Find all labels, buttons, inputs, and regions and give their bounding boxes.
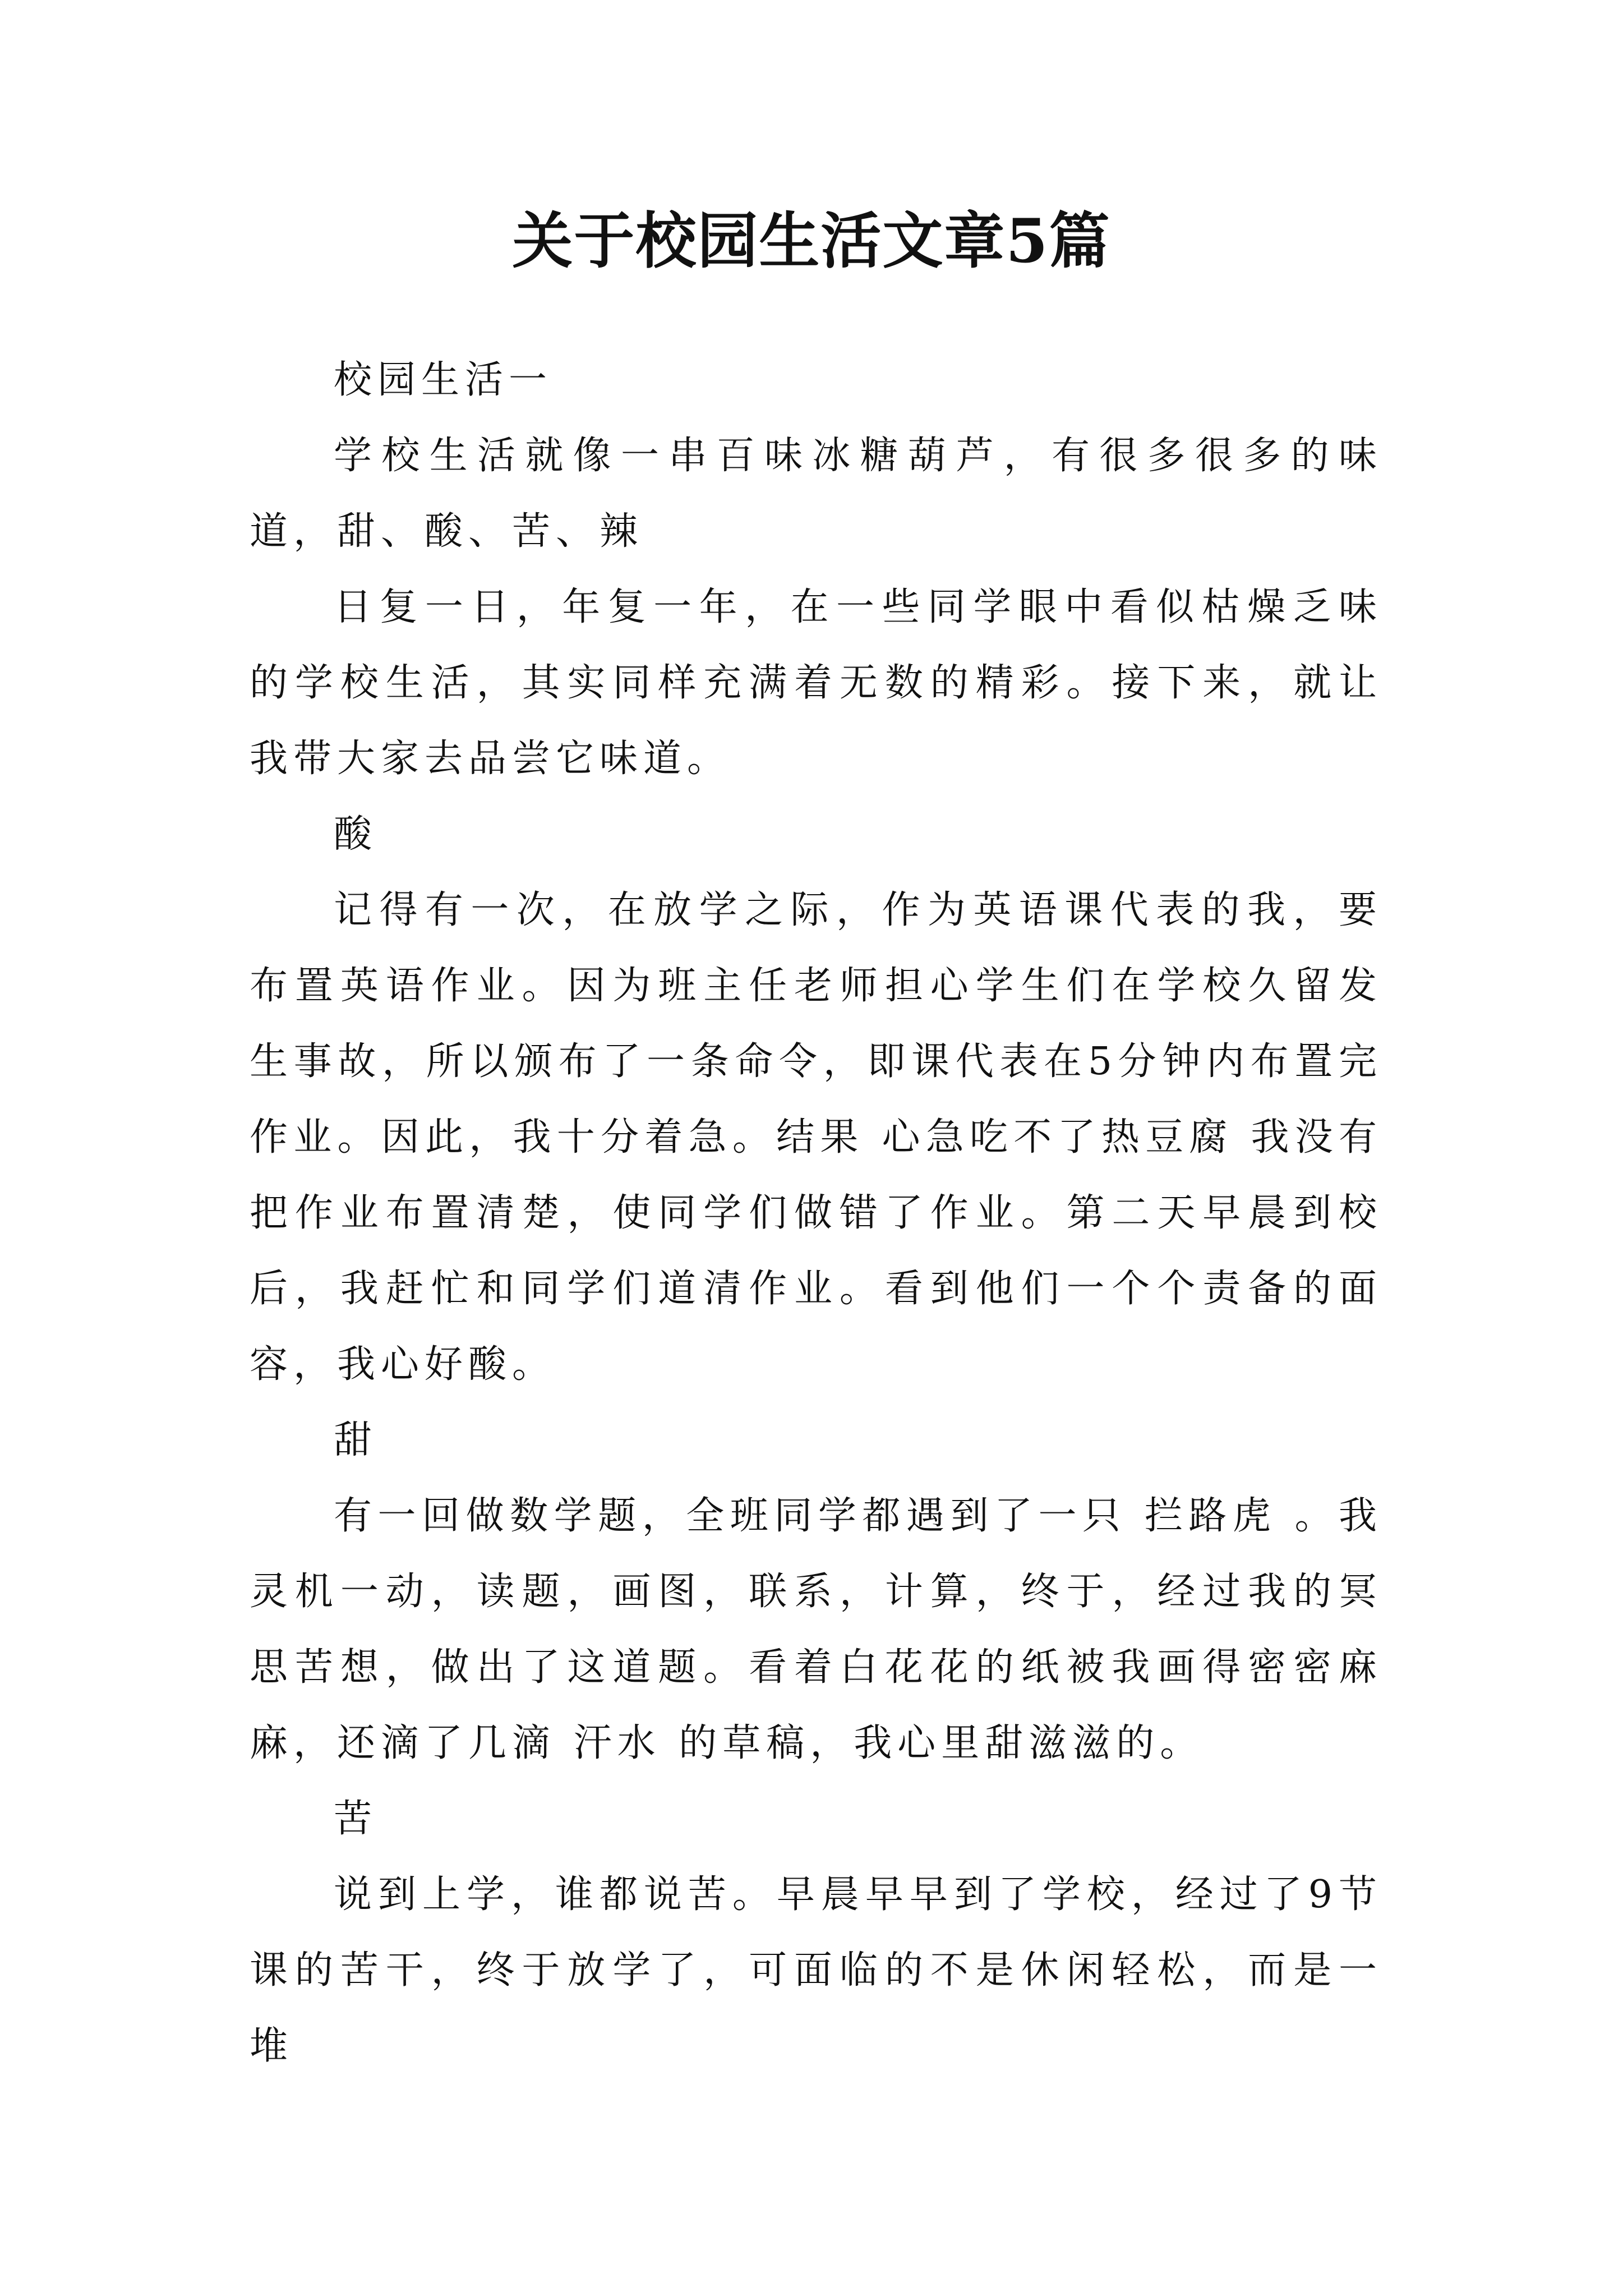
document-title: 关于校园生活文章5篇 bbox=[512, 206, 1111, 277]
paragraph-sour: 记得有一次，在放学之际，作为英语课代表的我，要布置英语作业。因为班主任老师担心学生们在学校久留发生事故，所以颁布了一条命令，即课代表在5分钟内布置完作业。因此，我十分着急。结果 心急吃不了热豆腐 我没有把作业布置清楚，使同学们做错了作业。第二天早晨到校后，我赶忙和同学们道清作业。看到他们一个个责备的面容，我心好酸。 bbox=[250, 888, 1382, 1387]
document-body bbox=[250, 342, 1382, 2084]
section-heading-sour: 酸 bbox=[334, 812, 378, 857]
paragraph-bitter: 说到上学，谁都说苦。早晨早早到了学校，经过了9节课的苦干，终于放学了，可面临的不是休闲轻松，而是一堆 bbox=[250, 1872, 1382, 2068]
paragraph-intro: 学校生活就像一串百味冰糖葫芦，有很多很多的味道，甜、酸、苦、辣 bbox=[250, 434, 1382, 554]
paragraph-sweet: 有一回做数学题，全班同学都遇到了一只 拦路虎 。我灵机一动，读题，画图，联系，计算，终于，经过我的冥思苦想，做出了这道题。看着白花花的纸被我画得密密麻麻，还滴了几滴 汗水 的草稿，我心里甜滋滋的。 bbox=[250, 1494, 1382, 1765]
section-heading-bitter: 苦 bbox=[334, 1797, 378, 1841]
section-heading-sweet: 甜 bbox=[334, 1418, 378, 1462]
section-heading-1: 校园生活一 bbox=[334, 358, 553, 402]
paragraph-intro-2: 日复一日，年复一年，在一些同学眼中看似枯燥乏味的学校生活，其实同样充满着无数的精彩。接下来，就让我带大家去品尝它味道。 bbox=[250, 585, 1382, 781]
